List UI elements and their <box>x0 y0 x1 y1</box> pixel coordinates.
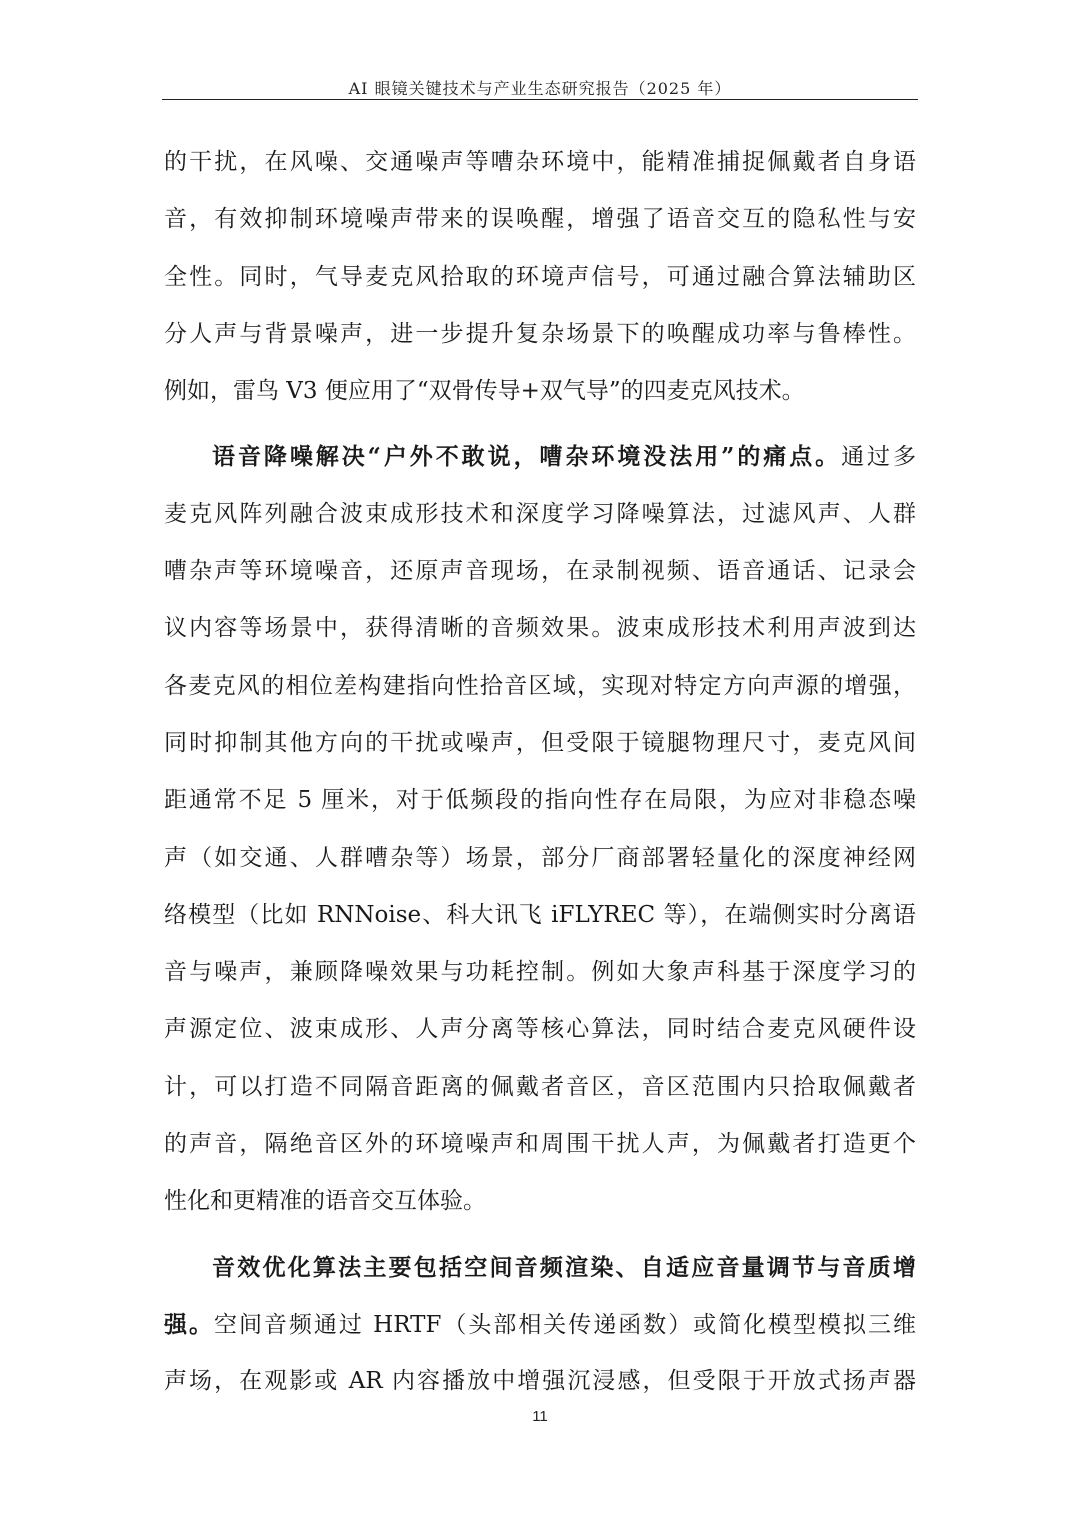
text-line: 全性。同时，气导麦克风拾取的环境声信号，可通过融合算法辅助区 <box>164 263 916 290</box>
lead-continuation: 通过多 <box>841 444 916 471</box>
text-line: 声源定位、波束成形、人声分离等核心算法，同时结合麦克风硬件设 <box>164 1016 916 1043</box>
text-line: 同时抑制其他方向的干扰或噪声，但受限于镜腿物理尺寸，麦克风间 <box>164 729 916 756</box>
bold-lead-sentence: 语音降噪解决“户外不敢说，嘈杂环境没法用”的痛点。 <box>212 443 842 471</box>
text-line: 距通常不足 5 厘米，对于低频段的指向性存在局限，为应对非稳态噪 <box>164 787 916 814</box>
text-line: 音与噪声，兼顾降噪效果与功耗控制。例如大象声科基于深度学习的 <box>164 959 916 986</box>
text-line <box>164 1239 916 1296</box>
text-line: 各麦克风的相位差构建指向性拾音区域，实现对特定方向声源的增强， <box>164 672 916 699</box>
header-divider <box>162 99 918 100</box>
text-line: 例如，雷鸟 V3 便应用了“双骨传导+双气导”的四麦克风技术。 <box>164 378 805 405</box>
page-number: 11 <box>532 1408 548 1425</box>
body-text <box>164 134 916 1411</box>
text-line <box>164 428 916 485</box>
text-line: 音，有效抑制环境噪声带来的误唤醒，增强了语音交互的隐私性与安 <box>164 206 916 233</box>
bold-lead-sentence: 音效优化算法主要包括空间音频渲染、自适应音量调节与音质增 <box>212 1253 916 1281</box>
text-line: 议内容等场景中，获得清晰的音频效果。波束成形技术利用声波到达 <box>164 615 916 642</box>
text-line: 分人声与背景噪声，进一步提升复杂场景下的唤醒成功率与鲁棒性。 <box>164 320 916 347</box>
text-line: 性化和更精准的语音交互体验。 <box>164 1188 486 1215</box>
text-line: 计，可以打造不同隔音距离的佩戴者音区，音区范围内只拾取佩戴者 <box>164 1073 916 1100</box>
text-line: 嘈杂声等环境噪音，还原声音现场，在录制视频、语音通话、记录会 <box>164 558 916 585</box>
text-line: 声（如交通、人群嘈杂等）场景，部分厂商部署轻量化的深度神经网 <box>164 844 916 871</box>
text-line: 络模型（比如 RNNoise、科大讯飞 iFLYREC 等），在端侧实时分离语 <box>164 901 916 928</box>
lead-continuation: 空间音频通过 HRTF（头部相关传递函数）或简化模型模拟三维 <box>213 1311 916 1338</box>
text-line: 的声音，隔绝音区外的环境噪声和周围干扰人声，为佩戴者打造更个 <box>164 1131 916 1158</box>
text-line: 声场，在观影或 AR 内容播放中增强沉浸感，但受限于开放式扬声器 <box>164 1368 916 1395</box>
bold-lead-continuation: 强。 <box>164 1310 214 1338</box>
paragraph-noise-reduction <box>164 428 916 1230</box>
running-header: AI 眼镜关键技术与产业生态研究报告（2025 年） <box>348 79 732 98</box>
text-line: 的干扰，在风噪、交通噪声等嘈杂环境中，能精准捕捉佩戴者自身语 <box>164 149 916 175</box>
paragraph-audio-optimization <box>164 1239 916 1411</box>
paragraph-microphone-wakeup <box>164 134 916 420</box>
text-line: 麦克风阵列融合波束成形技术和深度学习降噪算法，过滤风声、人群 <box>164 500 916 527</box>
text-line <box>164 1296 916 1353</box>
